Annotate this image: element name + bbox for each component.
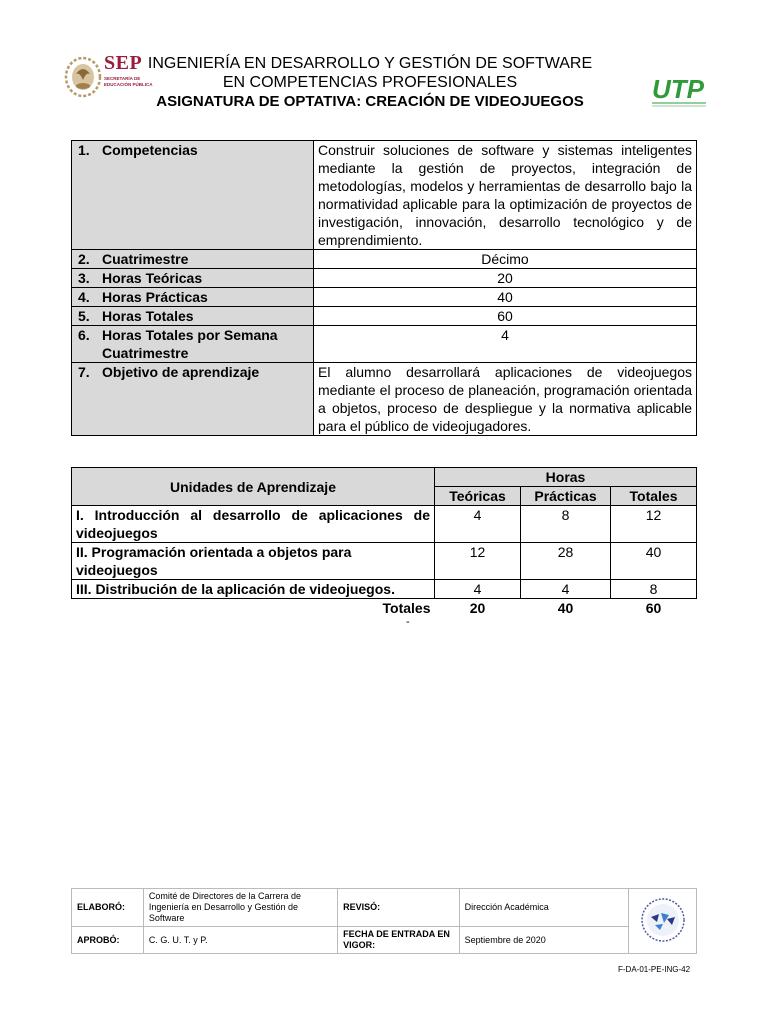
career-title: INGENIERÍA EN DESARROLLO Y GESTIÓN DE SOFTWARE <box>147 55 593 72</box>
info-row-horas-practicas <box>72 288 697 307</box>
col-teoricas-header: Teóricas <box>435 487 521 506</box>
info-row-objetivo <box>72 363 697 436</box>
info-label: 6. Horas Totales por Semana Cuatrimestre <box>72 326 314 363</box>
unit-teoricas: 4 <box>435 580 521 599</box>
learning-units-table <box>71 467 697 617</box>
info-row-cuatrimestre <box>72 250 697 269</box>
info-value: Décimo <box>314 250 697 269</box>
document-header <box>60 50 715 120</box>
table-row <box>72 543 697 580</box>
unit-totales: 40 <box>611 543 697 580</box>
unit-practicas: 28 <box>521 543 611 580</box>
units-header: Unidades de Aprendizaje <box>72 468 435 506</box>
totals-row <box>72 599 697 618</box>
dash-mark: - <box>406 616 410 628</box>
subject-title: ASIGNATURA DE OPTATIVA: CREACIÓN DE VIDEOJUEGOS <box>156 93 584 110</box>
info-row-horas-teoricas <box>72 269 697 288</box>
unit-name: I. Introducción al desarrollo de aplicaciones de videojuegos <box>72 506 435 543</box>
utp-logo <box>650 70 710 110</box>
career-subtitle: EN COMPETENCIAS PROFESIONALES <box>222 74 518 91</box>
unit-name: III. Distribución de la aplicación de videojuegos. <box>72 580 435 599</box>
info-value: 4 <box>314 326 697 363</box>
info-row-horas-semana <box>72 326 697 363</box>
seal-cell <box>629 889 697 954</box>
subject-info-table <box>71 140 697 436</box>
totals-label: Totales <box>382 600 431 616</box>
info-row-competencias <box>72 141 697 250</box>
sep-logo-text: SEP <box>104 52 143 74</box>
form-code: F-DA-01-PE-ING-42 <box>618 965 691 974</box>
unit-practicas: 8 <box>521 506 611 543</box>
utp-logo-text: UTP <box>652 74 704 104</box>
table-row <box>72 580 697 599</box>
unit-teoricas: 4 <box>435 506 521 543</box>
title-block <box>120 54 620 111</box>
info-value: Construir soluciones de software y sistemas inteligentes mediante la gestión de proyectos, integración de metodologías, modelos y herramientas de desarrollo bajo la normatividad aplicable para la optimización de proyectos de investigación, innovación, desarrollo tecnológico y de emprendimiento. <box>314 141 697 250</box>
reviso-label: REVISÓ: <box>338 889 460 927</box>
fecha-label: FECHA DE ENTRADA EN VIGOR: <box>338 927 460 954</box>
info-value: 60 <box>314 307 697 326</box>
info-value: El alumno desarrollará aplicaciones de videojuegos mediante el proceso de planeación, programación orientada a objetos, proceso de despliegue y la normativa aplicable para el público de videojugadores. <box>314 363 697 436</box>
total-totales: 60 <box>645 600 662 616</box>
sep-logo-subtitle: SECRETARÍA DE EDUCACIÓN PÚBLICA <box>104 76 153 87</box>
info-label: 2. Cuatrimestre <box>72 250 314 269</box>
unit-name: II. Programación orientada a objetos para videojuegos <box>72 543 435 580</box>
elaboro-label: ELABORÓ: <box>72 889 144 927</box>
aprobo-label: APROBÓ: <box>72 927 144 954</box>
elaboro-value: Comité de Directores de la Carrera de Ingeniería en Desarrollo y Gestión de Software <box>143 889 337 927</box>
info-label: 7. Objetivo de aprendizaje <box>72 363 314 436</box>
aprobo-value: C. G. U. T. y P. <box>143 927 337 954</box>
eagle-emblem-icon <box>64 56 102 98</box>
approval-footer-table <box>71 888 697 954</box>
table-row <box>72 506 697 543</box>
unit-teoricas: 12 <box>435 543 521 580</box>
info-label: 1. Competencias <box>72 141 314 250</box>
info-value: 40 <box>314 288 697 307</box>
info-value: 20 <box>314 269 697 288</box>
info-row-horas-totales <box>72 307 697 326</box>
unit-totales: 8 <box>611 580 697 599</box>
col-practicas-header: Prácticas <box>521 487 611 506</box>
info-label: 3. Horas Teóricas <box>72 269 314 288</box>
seal-logo-icon <box>637 897 689 943</box>
hours-header: Horas <box>435 468 697 487</box>
total-teoricas: 20 <box>469 600 486 616</box>
col-totales-header: Totales <box>611 487 697 506</box>
fecha-value: Septiembre de 2020 <box>459 927 628 954</box>
total-practicas: 40 <box>557 600 574 616</box>
unit-totales: 12 <box>611 506 697 543</box>
info-label: 4. Horas Prácticas <box>72 288 314 307</box>
reviso-value: Dirección Académica <box>459 889 628 927</box>
info-label: 5. Horas Totales <box>72 307 314 326</box>
unit-practicas: 4 <box>521 580 611 599</box>
